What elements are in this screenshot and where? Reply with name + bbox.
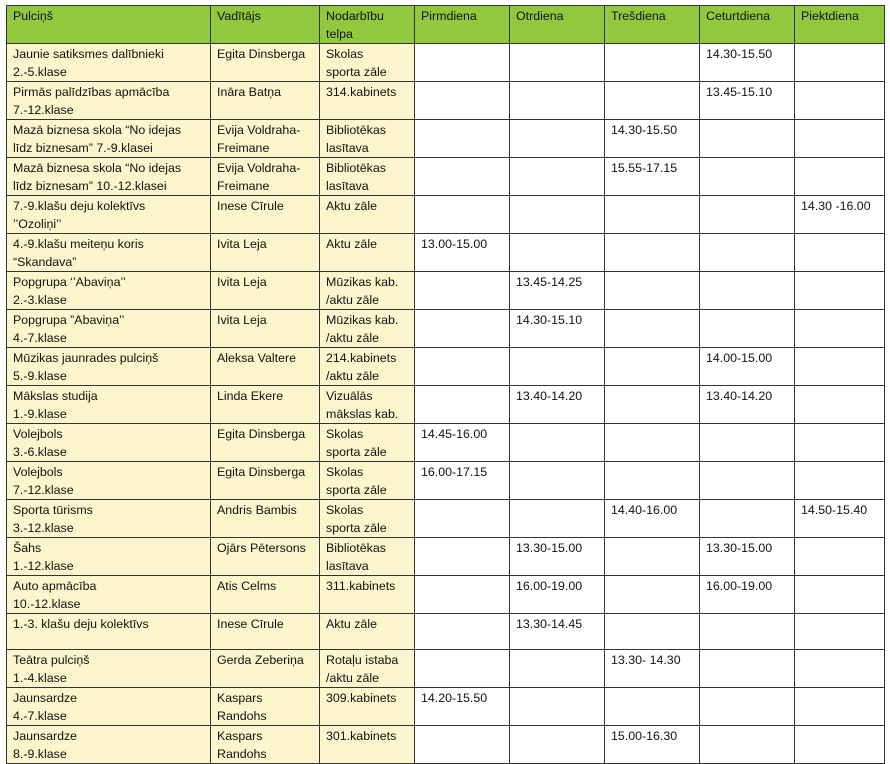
club-name-cell: Mākslas studija 1.-9.klase [7, 386, 211, 424]
table-row [7, 348, 885, 386]
monday-cell [415, 386, 510, 424]
wednesday-cell [605, 44, 700, 82]
room-cell: Skolas sporta zāle [320, 462, 415, 500]
table-row [7, 196, 885, 234]
wednesday-cell [605, 462, 700, 500]
table-row [7, 310, 885, 348]
wednesday-cell [605, 614, 700, 650]
column-header-club: Pulciņš [7, 6, 211, 44]
thursday-cell [700, 234, 795, 272]
tuesday-cell [510, 158, 605, 196]
friday-cell [795, 576, 885, 614]
room-cell: Aktu zāle [320, 196, 415, 234]
tuesday-cell [510, 82, 605, 120]
monday-cell [415, 44, 510, 82]
friday-cell [795, 614, 885, 650]
column-header-tuesday: Otrdiena [510, 6, 605, 44]
club-name-cell: Sporta tūrisms 3.-12.klase [7, 500, 211, 538]
monday-cell: 14.45-16.00 [415, 424, 510, 462]
thursday-cell [700, 614, 795, 650]
club-name-cell: Mūzikas jaunrades pulciņš 5.-9.klase [7, 348, 211, 386]
table-row [7, 500, 885, 538]
thursday-cell: 13.45-15.10 [700, 82, 795, 120]
thursday-cell [700, 120, 795, 158]
monday-cell [415, 614, 510, 650]
wednesday-cell [605, 196, 700, 234]
friday-cell [795, 726, 885, 764]
table-row [7, 424, 885, 462]
leader-cell: Egita Dinsberga [211, 44, 320, 82]
tuesday-cell [510, 44, 605, 82]
room-cell: Rotaļu istaba /aktu zāle [320, 650, 415, 688]
club-name-cell: 1.-3. klašu deju kolektīvs [7, 614, 211, 650]
tuesday-cell [510, 500, 605, 538]
table-row [7, 614, 885, 650]
room-cell: 314.kabinets [320, 82, 415, 120]
room-cell: Bibliotēkas lasītava [320, 538, 415, 576]
club-name-cell: Popgrupa ”Abaviņa’’ 4.-7.klase [7, 310, 211, 348]
tuesday-cell [510, 424, 605, 462]
tuesday-cell [510, 120, 605, 158]
tuesday-cell [510, 196, 605, 234]
tuesday-cell: 14.30-15.10 [510, 310, 605, 348]
wednesday-cell: 14.40-16.00 [605, 500, 700, 538]
friday-cell [795, 424, 885, 462]
thursday-cell [700, 650, 795, 688]
table-row [7, 726, 885, 764]
friday-cell [795, 348, 885, 386]
friday-cell [795, 538, 885, 576]
club-name-cell: Jaunsardze 8.-9.klase [7, 726, 211, 764]
room-cell: 311.kabinets [320, 576, 415, 614]
column-header-leader: Vadītājs [211, 6, 320, 44]
club-name-cell: Popgrupa ‘’Abaviņa’’ 2.-3.klase [7, 272, 211, 310]
leader-cell: Egita Dinsberga [211, 462, 320, 500]
club-name-cell: Šahs 1.-12.klase [7, 538, 211, 576]
leader-cell: Ināra Batņa [211, 82, 320, 120]
table-row [7, 82, 885, 120]
wednesday-cell: 15.00-16.30 [605, 726, 700, 764]
monday-cell [415, 158, 510, 196]
tuesday-cell: 13.40-14.20 [510, 386, 605, 424]
club-name-cell: 7.-9.klašu deju kolektīvs ’’Ozoliņi’’ [7, 196, 211, 234]
club-name-cell: Auto apmācība 10.-12.klase [7, 576, 211, 614]
friday-cell [795, 82, 885, 120]
club-name-cell: Mazā biznesa skola “No idejas līdz biznesam” 7.-9.klasei [7, 120, 211, 158]
friday-cell [795, 310, 885, 348]
leader-cell: Ivita Leja [211, 234, 320, 272]
wednesday-cell [605, 234, 700, 272]
thursday-cell [700, 500, 795, 538]
club-name-cell: Jaunsardze 4.-7.klase [7, 688, 211, 726]
thursday-cell: 13.40-14.20 [700, 386, 795, 424]
monday-cell [415, 82, 510, 120]
friday-cell [795, 688, 885, 726]
leader-cell: Egita Dinsberga [211, 424, 320, 462]
tuesday-cell [510, 234, 605, 272]
leader-cell: Kaspars Randohs [211, 726, 320, 764]
friday-cell [795, 158, 885, 196]
friday-cell [795, 234, 885, 272]
leader-cell: Atis Celms [211, 576, 320, 614]
monday-cell [415, 310, 510, 348]
table-row [7, 538, 885, 576]
thursday-cell [700, 726, 795, 764]
monday-cell [415, 538, 510, 576]
wednesday-cell [605, 688, 700, 726]
room-cell: Mūzikas kab. /aktu zāle [320, 272, 415, 310]
room-cell: Vizuālās mākslas kab. [320, 386, 415, 424]
monday-cell: 13.00-15.00 [415, 234, 510, 272]
thursday-cell [700, 424, 795, 462]
column-header-wednesday: Trešdiena [605, 6, 700, 44]
room-cell: Aktu zāle [320, 614, 415, 650]
friday-cell [795, 462, 885, 500]
leader-cell: Aleksa Valtere [211, 348, 320, 386]
tuesday-cell [510, 462, 605, 500]
room-cell: 309.kabinets [320, 688, 415, 726]
leader-cell: Inese Cīrule [211, 196, 320, 234]
friday-cell: 14.50-15.40 [795, 500, 885, 538]
tuesday-cell [510, 688, 605, 726]
wednesday-cell: 15.55-17.15 [605, 158, 700, 196]
club-name-cell: Pirmās palīdzības apmācība 7.-12.klase [7, 82, 211, 120]
tuesday-cell [510, 348, 605, 386]
friday-cell [795, 272, 885, 310]
tuesday-cell: 16.00-19.00 [510, 576, 605, 614]
monday-cell [415, 650, 510, 688]
leader-cell: Ivita Leja [211, 310, 320, 348]
room-cell: Bibliotēkas lasītava [320, 120, 415, 158]
column-header-room: Nodarbību telpa [320, 6, 415, 44]
column-header-friday: Piektdiena [795, 6, 885, 44]
tuesday-cell: 13.30-15.00 [510, 538, 605, 576]
monday-cell [415, 500, 510, 538]
monday-cell [415, 348, 510, 386]
room-cell: 214.kabinets /aktu zāle [320, 348, 415, 386]
monday-cell [415, 576, 510, 614]
wednesday-cell [605, 82, 700, 120]
club-name-cell: Volejbols 7.-12.klase [7, 462, 211, 500]
thursday-cell [700, 158, 795, 196]
club-name-cell: Mazā biznesa skola “No idejas līdz biznesam” 10.-12.klasei [7, 158, 211, 196]
wednesday-cell [605, 310, 700, 348]
thursday-cell: 14.00-15.00 [700, 348, 795, 386]
tuesday-cell [510, 726, 605, 764]
thursday-cell: 14.30-15.50 [700, 44, 795, 82]
friday-cell [795, 44, 885, 82]
wednesday-cell [605, 576, 700, 614]
table-row [7, 44, 885, 82]
leader-cell: Linda Ekere [211, 386, 320, 424]
table-row [7, 158, 885, 196]
room-cell: Skolas sporta zāle [320, 500, 415, 538]
club-name-cell: Jaunie satiksmes dalībnieki 2.-5.klase [7, 44, 211, 82]
wednesday-cell [605, 348, 700, 386]
room-cell: Mūzikas kab. /aktu zāle [320, 310, 415, 348]
table-row [7, 234, 885, 272]
table-row [7, 120, 885, 158]
leader-cell: Kaspars Randohs [211, 688, 320, 726]
room-cell: Skolas sporta zāle [320, 424, 415, 462]
monday-cell [415, 120, 510, 158]
leader-cell: Andris Bambis [211, 500, 320, 538]
leader-cell: Gerda Zeberiņa [211, 650, 320, 688]
thursday-cell: 13.30-15.00 [700, 538, 795, 576]
thursday-cell: 16.00-19.00 [700, 576, 795, 614]
tuesday-cell [510, 650, 605, 688]
thursday-cell [700, 462, 795, 500]
thursday-cell [700, 196, 795, 234]
thursday-cell [700, 310, 795, 348]
monday-cell [415, 726, 510, 764]
monday-cell [415, 196, 510, 234]
wednesday-cell [605, 272, 700, 310]
room-cell: Aktu zāle [320, 234, 415, 272]
wednesday-cell: 13.30- 14.30 [605, 650, 700, 688]
friday-cell [795, 120, 885, 158]
column-header-monday: Pirmdiena [415, 6, 510, 44]
wednesday-cell [605, 424, 700, 462]
club-name-cell: Teātra pulciņš 1.-4.klase [7, 650, 211, 688]
leader-cell: Evija Voldraha- Freimane [211, 120, 320, 158]
leader-cell: Ojārs Pētersons [211, 538, 320, 576]
table-row [7, 576, 885, 614]
table-row [7, 688, 885, 726]
club-name-cell: 4.-9.klašu meiteņu koris “Skandava” [7, 234, 211, 272]
friday-cell [795, 650, 885, 688]
table-row [7, 462, 885, 500]
friday-cell: 14.30 -16.00 [795, 196, 885, 234]
thursday-cell [700, 272, 795, 310]
monday-cell: 14.20-15.50 [415, 688, 510, 726]
wednesday-cell [605, 538, 700, 576]
table-row [7, 650, 885, 688]
table-row [7, 272, 885, 310]
room-cell: 301.kabinets [320, 726, 415, 764]
club-schedule-table [6, 5, 885, 764]
monday-cell: 16.00-17.15 [415, 462, 510, 500]
table-row [7, 386, 885, 424]
tuesday-cell: 13.45-14.25 [510, 272, 605, 310]
leader-cell: Inese Cīrule [211, 614, 320, 650]
club-name-cell: Volejbols 3.-6.klase [7, 424, 211, 462]
room-cell: Bibliotēkas lasītava [320, 158, 415, 196]
leader-cell: Ivita Leja [211, 272, 320, 310]
leader-cell: Evija Voldraha- Freimane [211, 158, 320, 196]
thursday-cell [700, 688, 795, 726]
room-cell: Skolas sporta zāle [320, 44, 415, 82]
monday-cell [415, 272, 510, 310]
wednesday-cell: 14.30-15.50 [605, 120, 700, 158]
wednesday-cell [605, 386, 700, 424]
friday-cell [795, 386, 885, 424]
header-row [7, 6, 885, 44]
column-header-thursday: Ceturtdiena [700, 6, 795, 44]
tuesday-cell: 13.30-14.45 [510, 614, 605, 650]
